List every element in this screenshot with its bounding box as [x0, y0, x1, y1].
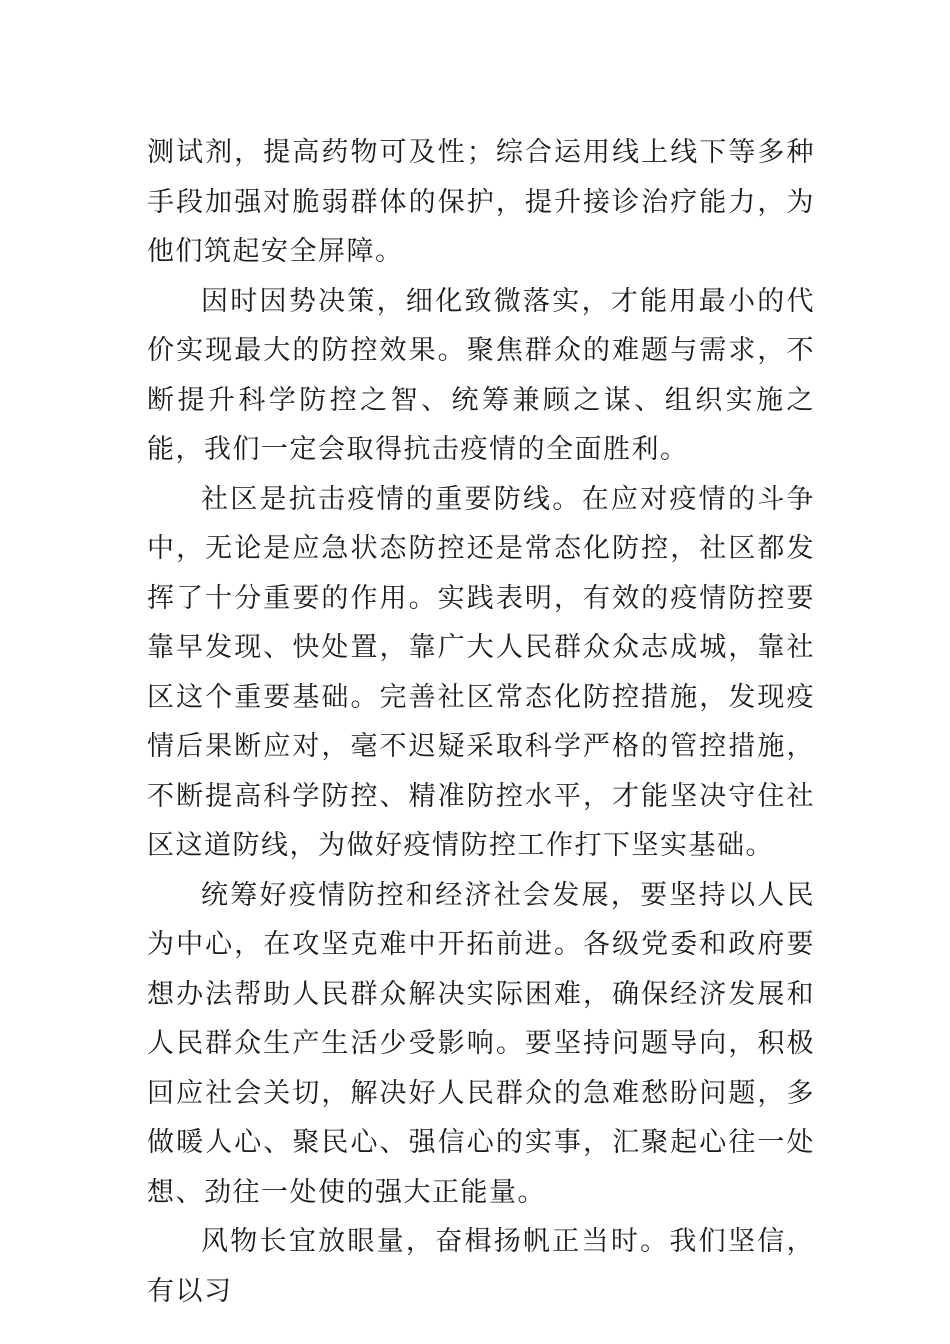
- paragraph: 社区是抗击疫情的重要防线。在应对疫情的斗争中，无论是应急状态防控还是常态化防控，社区都发挥了十分重要的作用。实践表明，有效的疫情防控要靠早发现、快处置，靠广大人民群众众志成城，靠社区这个重要基础。完善社区常态化防控措施，发现疫情后果断应对，毫不迟疑采取科学严格的管控措施，不断提高科学防控、精准防控水平，才能坚决守住社区这道防线，为做好疫情防控工作打下坚实基础。: [147, 483, 815, 861]
- paragraph: 因时因势决策，细化致微落实，才能用最小的代价实现最大的防控效果。聚焦群众的难题与需求，不断提升科学防控之智、统筹兼顾之谋、组织实施之能，我们一定会取得抗击疫情的全面胜利。: [147, 285, 815, 465]
- document-body: [147, 128, 815, 1316]
- paragraph-continuation: 测试剂，提高药物可及性；综合运用线上线下等多种手段加强对脆弱群体的保护，提升接诊治疗能力，为他们筑起安全屏障。: [147, 137, 815, 267]
- paragraph: 统筹好疫情防控和经济社会发展，要坚持以人民为中心，在攻坚克难中开拓前进。各级党委和政府要想办法帮助人民群众解决实际困难，确保经济发展和人民群众生产生活少受影响。要坚持问题导向，积极回应社会关切，解决好人民群众的急难愁盼问题，多做暖人心、聚民心、强信心的实事，汇聚起心往一处想、劲往一处使的强大正能量。: [147, 879, 815, 1208]
- paragraph: 风物长宜放眼量，奋楫扬帆正当时。我们坚信，有以习: [147, 1226, 815, 1307]
